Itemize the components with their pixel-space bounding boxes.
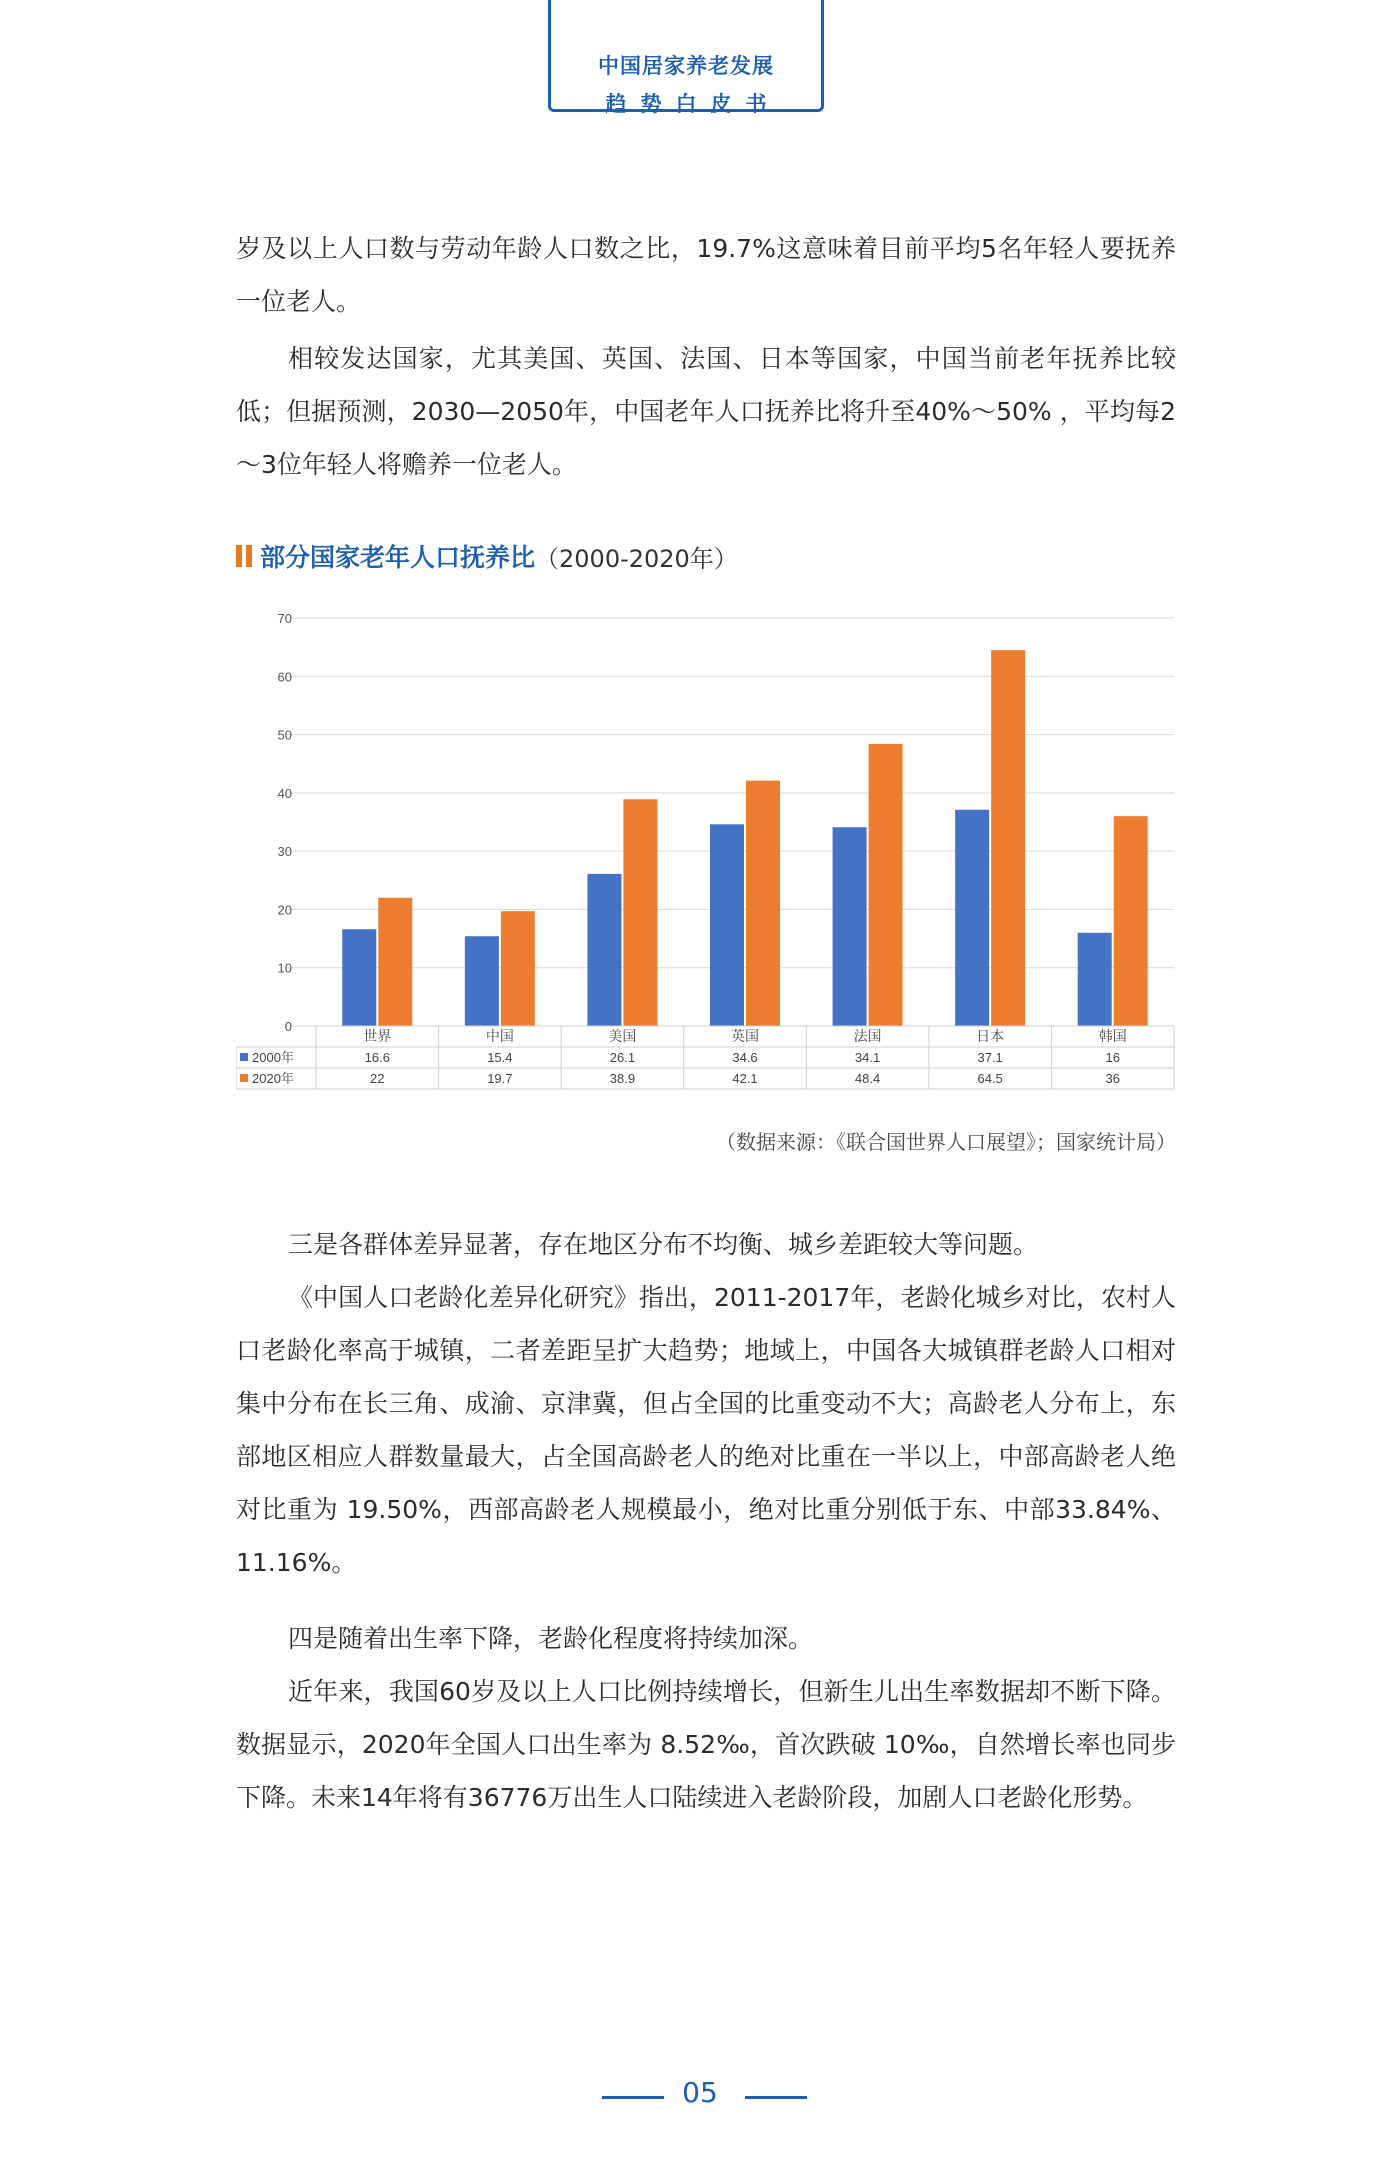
dependency-ratio-chart	[236, 600, 1176, 1120]
bar-2000	[710, 824, 744, 1026]
paragraph-1: 岁及以上人口数与劳动年龄人口数之比，19.7%这意味着目前平均5名年轻人要抚养一位老人。	[236, 234, 1176, 316]
heading-marker-icon	[236, 545, 252, 567]
category-label: 世界	[363, 1028, 392, 1044]
page-number-line-right	[745, 2096, 807, 2099]
header-tab	[548, 0, 824, 116]
table-value: 19.7	[487, 1071, 513, 1086]
category-label: 美国	[608, 1028, 637, 1044]
bar-2000	[465, 936, 499, 1026]
y-tick-label: 10	[277, 960, 292, 976]
bar-2020	[869, 744, 903, 1026]
legend-label: 2020年	[252, 1071, 294, 1086]
chart-title-suffix: （2000-2020年）	[535, 544, 738, 573]
table-value: 26.1	[609, 1050, 636, 1065]
y-tick-label: 60	[277, 669, 292, 685]
table-value: 64.5	[977, 1071, 1003, 1086]
table-value: 48.4	[854, 1071, 881, 1086]
legend-swatch-2020	[240, 1074, 248, 1082]
page-number: 05	[682, 2076, 718, 2109]
legend-swatch-2000	[240, 1053, 248, 1061]
table-value: 34.1	[854, 1050, 881, 1065]
bar-2020	[746, 781, 780, 1026]
data-source: （数据来源：《联合国世界人口展望》；国家统计局）	[716, 1130, 1176, 1154]
bar-2020	[378, 898, 412, 1026]
bar-2000	[587, 874, 621, 1026]
bar-2000	[342, 929, 376, 1026]
paragraph-6: 近年来，我国60岁及以上人口比例持续增长，但新生儿出生率数据却不断下降。数据显示，2020年全国人口出生率为 8.52‰，首次跌破 10‰，自然增长率也同步下降。未来14年将有36776万出生人口陆续进入老龄阶段，加剧人口老龄化形势。	[236, 1677, 1176, 1812]
y-tick-label: 50	[277, 727, 292, 743]
y-tick-label: 70	[277, 611, 292, 626]
paragraph-5: 四是随着出生率下降，老龄化程度将持续加深。	[288, 1624, 814, 1653]
category-label: 韩国	[1098, 1028, 1127, 1044]
table-value: 16	[1105, 1050, 1120, 1065]
bar-2000	[955, 810, 989, 1026]
category-label: 英国	[731, 1028, 759, 1044]
table-value: 22	[370, 1071, 385, 1086]
category-label: 法国	[853, 1028, 882, 1044]
chart-title: 部分国家老年人口抚养比	[260, 543, 536, 572]
table-value: 15.4	[487, 1050, 513, 1065]
bar-2000	[1078, 933, 1112, 1026]
category-label: 中国	[485, 1028, 514, 1044]
paragraph-4: 《中国人口老龄化差异化研究》指出，2011-2017年，老龄化城乡对比，农村人口老龄化率高于城镇，二者差距呈扩大趋势；地域上，中国各大城镇群老龄人口相对集中分布在长三角、成渝、京津冀，但占全国的比重变动不大；高龄老人分布上，东部地区相应人群数量最大，占全国高龄老人的绝对比重在一半以上，中部高龄老人绝对比重为 19.50%，西部高龄老人规模最小，绝对比重分别低于东、中部33.84%、11.16%。	[236, 1283, 1176, 1577]
table-value: 37.1	[977, 1050, 1003, 1065]
table-value: 36	[1105, 1071, 1120, 1086]
table-value: 38.9	[609, 1071, 636, 1086]
category-label: 日本	[976, 1028, 1005, 1044]
bar-2020	[501, 911, 535, 1026]
bar-2020	[1114, 816, 1148, 1026]
paragraph-2: 相较发达国家，尤其美国、英国、法国、日本等国家，中国当前老年抚养比较低；但据预测，2030—2050年，中国老年人口抚养比将升至40%～50% ，平均每2～3位年轻人将赡养一位老人。	[236, 344, 1176, 479]
y-tick-label: 40	[277, 785, 292, 801]
table-value: 42.1	[732, 1071, 758, 1086]
bar-2020	[991, 650, 1025, 1026]
paragraph-3: 三是各群体差异显著，存在地区分布不均衡、城乡差距较大等问题。	[288, 1230, 1039, 1259]
legend-label: 2000年	[252, 1050, 294, 1065]
table-value: 16.6	[364, 1050, 390, 1065]
header-title: 中国居家养老发展	[598, 54, 774, 78]
y-tick-label: 0	[284, 1019, 292, 1034]
bar-2000	[833, 827, 867, 1026]
table-value: 34.6	[732, 1050, 758, 1065]
y-tick-label: 30	[277, 844, 292, 860]
y-tick-label: 20	[277, 902, 292, 918]
bar-2020	[623, 799, 657, 1026]
header-subtitle: 趋势白皮书	[605, 92, 781, 116]
chart-heading	[236, 538, 738, 574]
